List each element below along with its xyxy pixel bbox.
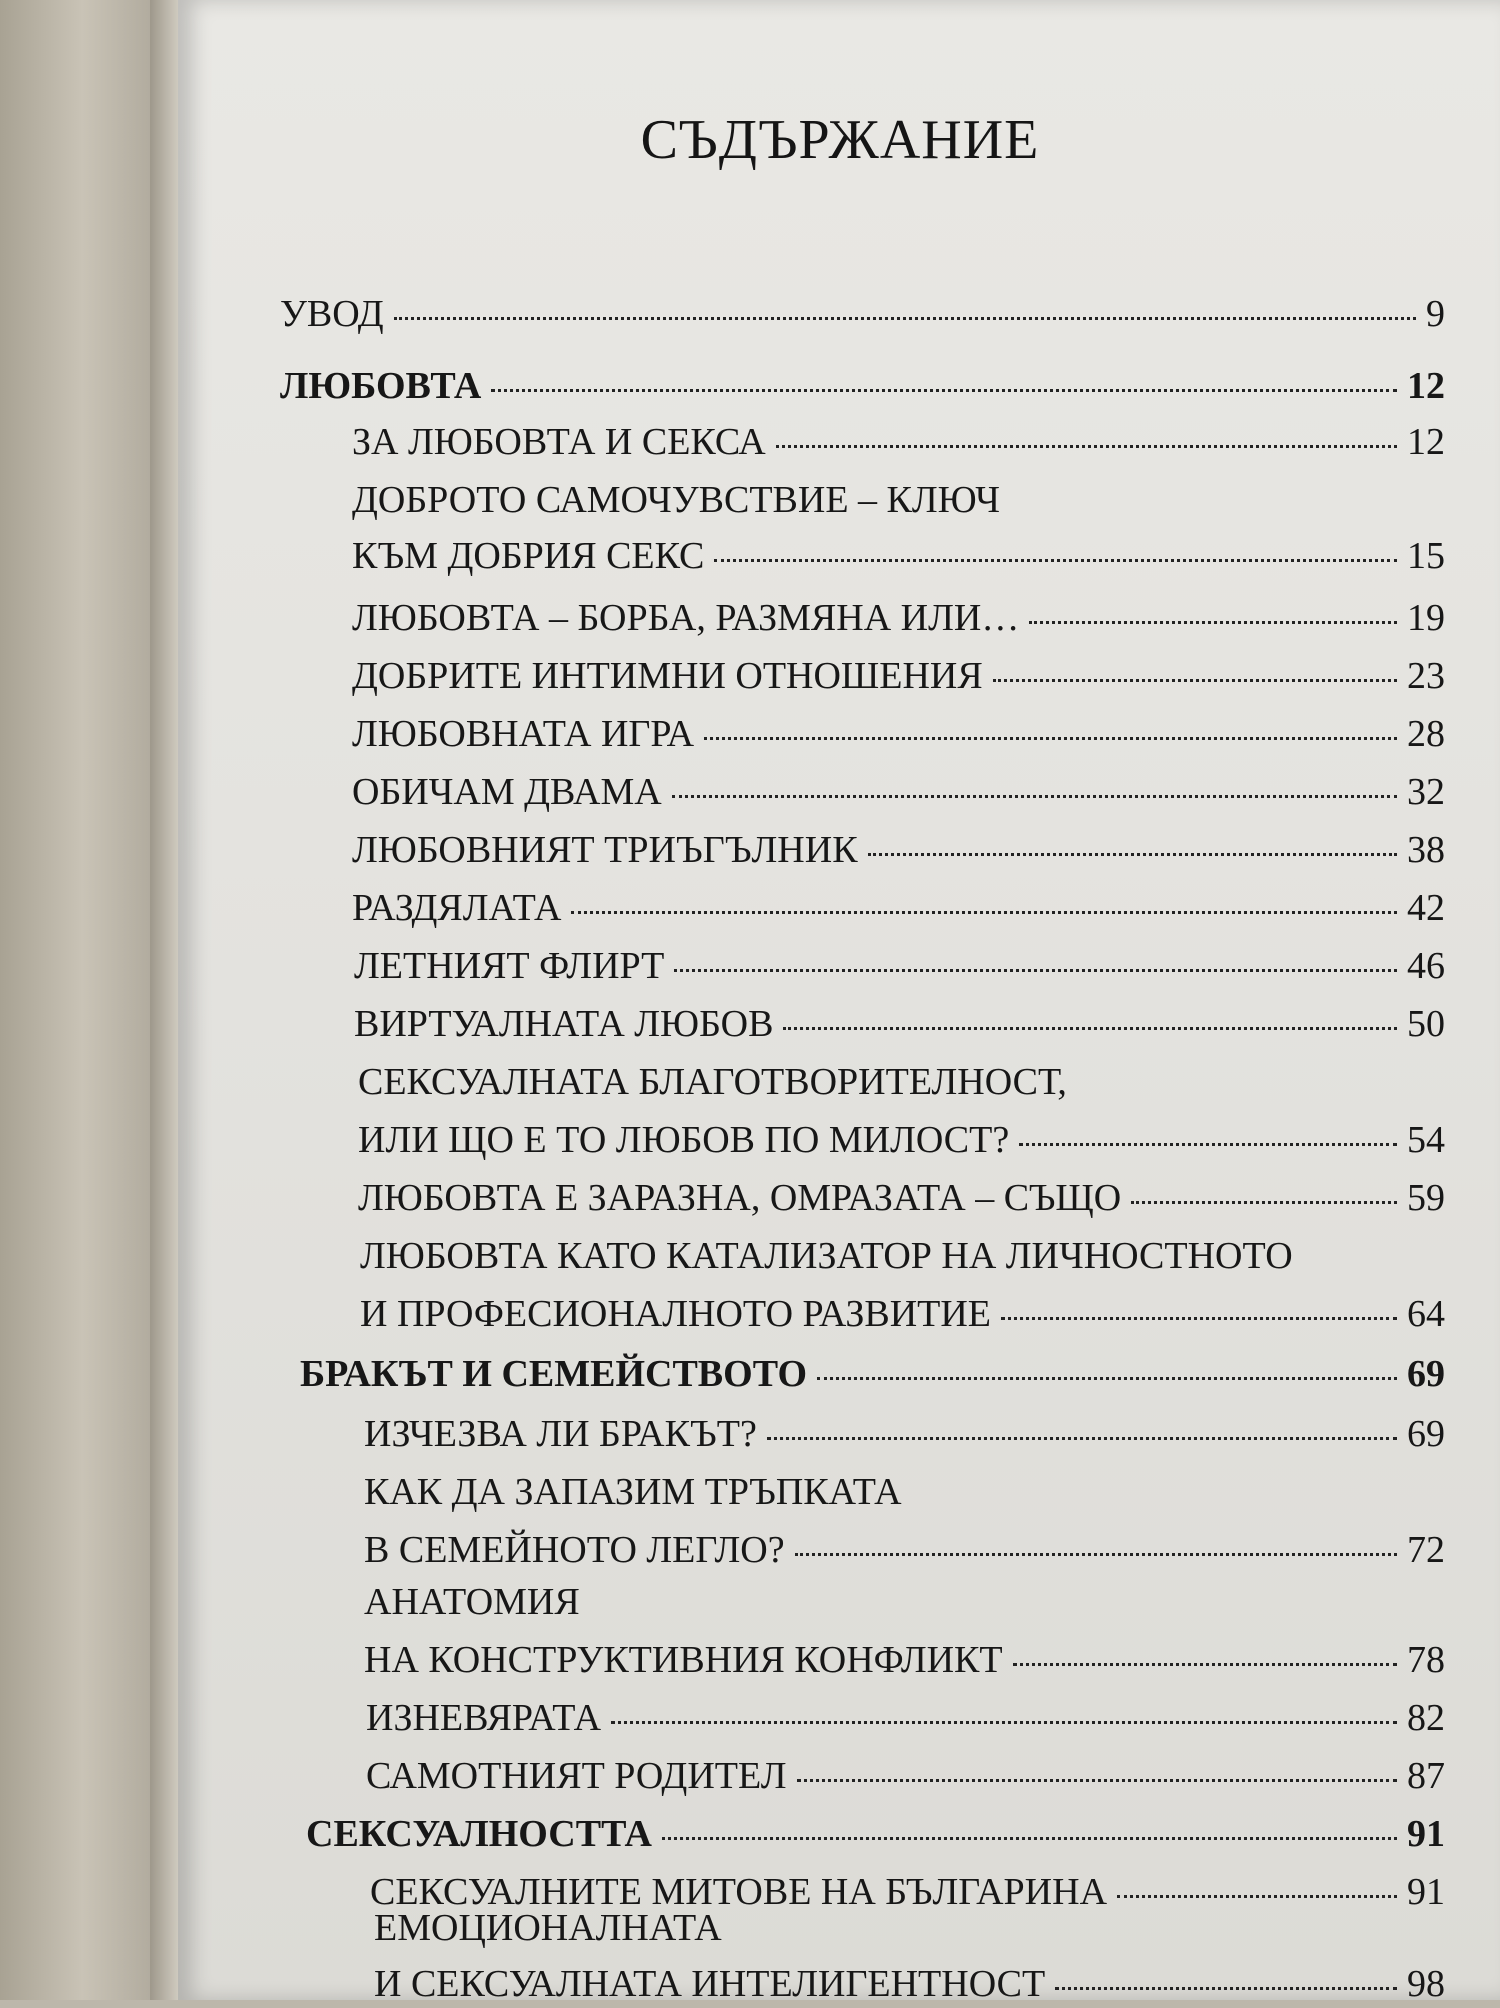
dot-leader xyxy=(795,1553,1397,1556)
toc-entry xyxy=(366,1694,1445,1742)
toc-entry xyxy=(352,532,1445,580)
dot-leader xyxy=(1001,1317,1397,1320)
toc-entry xyxy=(352,710,1445,758)
toc-entry-first-line: КАК ДА ЗАПАЗИМ ТРЪПКАТА xyxy=(364,1471,902,1513)
dot-leader xyxy=(767,1437,1397,1440)
toc-page-number: 50 xyxy=(1407,1003,1445,1045)
toc-entry-title: И СЕКСУАЛНАТА ИНТЕЛИГЕНТНОСТ xyxy=(374,1963,1046,2005)
dot-leader xyxy=(1055,1987,1397,1990)
toc-page-number: 54 xyxy=(1407,1119,1445,1161)
toc-entry xyxy=(352,768,1445,816)
toc-entry xyxy=(352,594,1445,642)
toc-entry xyxy=(352,418,1445,466)
dot-leader xyxy=(714,559,1397,562)
toc-entry xyxy=(374,1960,1445,2008)
toc-entry xyxy=(354,1000,1445,1048)
toc-entry-title: РАЗДЯЛАТА xyxy=(352,887,562,929)
dot-leader xyxy=(704,737,1397,740)
toc-section-heading xyxy=(300,1350,1445,1398)
dot-leader xyxy=(611,1721,1397,1724)
dot-leader xyxy=(868,853,1397,856)
toc-page-number: 69 xyxy=(1407,1413,1445,1455)
toc-entry-title: ИЛИ ЩО Е ТО ЛЮБОВ ПО МИЛОСТ? xyxy=(358,1119,1010,1161)
toc-entry-title: ВИРТУАЛНАТА ЛЮБОВ xyxy=(354,1003,774,1045)
dot-leader xyxy=(993,679,1397,682)
toc-entry-title: ЛЮБОВТА – БОРБА, РАЗМЯНА ИЛИ… xyxy=(352,597,1020,639)
toc-entry xyxy=(366,1752,1445,1800)
toc-entry xyxy=(358,1174,1445,1222)
toc-entry-title: ЗА ЛЮБОВТА И СЕКСА xyxy=(352,421,766,463)
toc-entry-title: ЛЮБОВТА xyxy=(280,365,482,407)
toc-page-number: 82 xyxy=(1407,1697,1445,1739)
toc-entry xyxy=(364,1526,1445,1574)
toc-page-number: 15 xyxy=(1407,535,1445,577)
toc-page-number: 98 xyxy=(1407,1963,1445,2005)
toc-entry xyxy=(280,290,1445,338)
toc-entry-title: В СЕМЕЙНОТО ЛЕГЛО? xyxy=(364,1529,785,1571)
toc-section-heading xyxy=(306,1810,1445,1858)
toc-section-heading xyxy=(280,362,1445,410)
dot-leader xyxy=(571,911,1397,914)
toc-entry-title: ДОБРИТЕ ИНТИМНИ ОТНОШЕНИЯ xyxy=(352,655,983,697)
toc-page-number: 64 xyxy=(1407,1293,1445,1335)
dot-leader xyxy=(1131,1201,1397,1204)
toc-entry-title: СЕКСУАЛНОСТТА xyxy=(306,1813,652,1855)
toc-entry-title: ОБИЧАМ ДВАМА xyxy=(352,771,662,813)
toc-entry-first-line: СЕКСУАЛНАТА БЛАГОТВОРИТЕЛНОСТ, xyxy=(358,1061,1067,1103)
toc-entry-title: ЛЮБОВНАТА ИГРА xyxy=(352,713,695,755)
toc-entry-first-line: АНАТОМИЯ xyxy=(364,1581,580,1623)
toc-page-number: 59 xyxy=(1407,1177,1445,1219)
dot-leader xyxy=(674,969,1397,972)
toc-page-number: 9 xyxy=(1426,293,1445,335)
toc-entry-title: УВОД xyxy=(280,293,384,335)
dot-leader xyxy=(1013,1663,1397,1666)
dot-leader xyxy=(1117,1895,1397,1898)
toc-page-number: 23 xyxy=(1407,655,1445,697)
toc-entry-first-line: ЕМОЦИОНАЛНАТА xyxy=(374,1907,722,1949)
toc-entry-title: ЛЕТНИЯТ ФЛИРТ xyxy=(354,945,665,987)
toc-entry xyxy=(358,1116,1445,1164)
toc-entry-title: ИЗНЕВЯРАТА xyxy=(366,1697,602,1739)
toc-entry xyxy=(364,1636,1445,1684)
toc-entry xyxy=(364,1410,1445,1458)
toc-page-number: 69 xyxy=(1407,1353,1445,1395)
toc-entry-title: КЪМ ДОБРИЯ СЕКС xyxy=(352,535,705,577)
dot-leader xyxy=(1029,621,1397,624)
toc-entry-title: ЛЮБОВНИЯТ ТРИЪГЪЛНИК xyxy=(352,829,858,871)
toc-entry xyxy=(352,826,1445,874)
dot-leader xyxy=(797,1779,1398,1782)
dot-leader xyxy=(817,1377,1397,1380)
toc-page-number: 42 xyxy=(1407,887,1445,929)
toc-page-number: 91 xyxy=(1407,1813,1445,1855)
toc-page-number: 46 xyxy=(1407,945,1445,987)
toc-page-number: 72 xyxy=(1407,1529,1445,1571)
dot-leader xyxy=(662,1837,1397,1840)
page-title: СЪДЪРЖАНИЕ xyxy=(640,109,1040,171)
toc-page-number: 12 xyxy=(1407,365,1445,407)
dot-leader xyxy=(672,795,1397,798)
toc-page-number: 32 xyxy=(1407,771,1445,813)
dot-leader xyxy=(776,445,1397,448)
toc-entry xyxy=(354,942,1445,990)
toc-entry-title: САМОТНИЯТ РОДИТЕЛ xyxy=(366,1755,787,1797)
dot-leader xyxy=(394,317,1416,320)
dot-leader xyxy=(1019,1143,1397,1146)
toc-entry-title: СЕКСУАЛНИТЕ МИТОВЕ НА БЪЛГАРИНА xyxy=(370,1871,1108,1913)
toc-entry xyxy=(352,652,1445,700)
toc-entry xyxy=(352,884,1445,932)
toc-entry-title: БРАКЪТ И СЕМЕЙСТВОТО xyxy=(300,1353,808,1395)
toc-entry-title: НА КОНСТРУКТИВНИЯ КОНФЛИКТ xyxy=(364,1639,1003,1681)
toc-entry xyxy=(360,1290,1445,1338)
toc-page-number: 19 xyxy=(1407,597,1445,639)
toc-entry-first-line: ДОБРОТО САМОЧУВСТВИЕ – КЛЮЧ xyxy=(352,479,1000,521)
toc-page-number: 91 xyxy=(1407,1871,1445,1913)
toc-page-number: 78 xyxy=(1407,1639,1445,1681)
dot-leader xyxy=(783,1027,1397,1030)
toc-entry-title: ЛЮБОВТА Е ЗАРАЗНА, ОМРАЗАТА – СЪЩО xyxy=(358,1177,1122,1219)
toc-entry-first-line: ЛЮБОВТА КАТО КАТАЛИЗАТОР НА ЛИЧНОСТНОТО xyxy=(360,1235,1293,1277)
toc-entry-title: ИЗЧЕЗВА ЛИ БРАКЪТ? xyxy=(364,1413,757,1455)
toc-page-number: 38 xyxy=(1407,829,1445,871)
toc-page-number: 87 xyxy=(1407,1755,1445,1797)
toc-entry-title: И ПРОФЕСИОНАЛНОТО РАЗВИТИЕ xyxy=(360,1293,992,1335)
toc-page-number: 12 xyxy=(1407,421,1445,463)
toc-page-number: 28 xyxy=(1407,713,1445,755)
dot-leader xyxy=(491,389,1397,392)
